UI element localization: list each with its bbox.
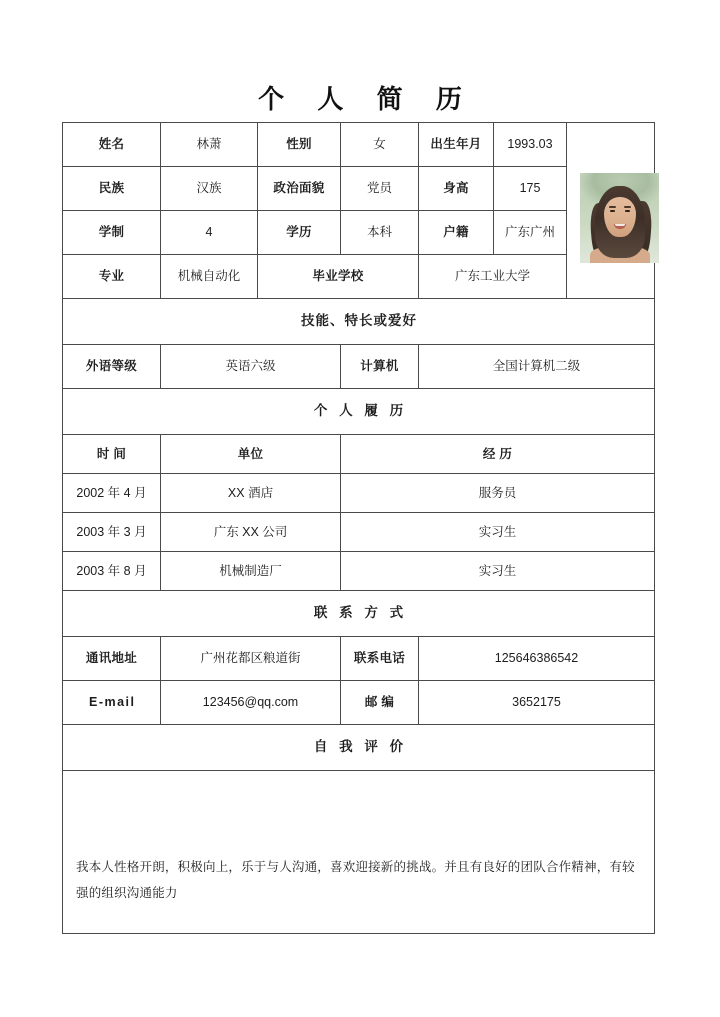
label-political-status: 政治面貌: [258, 167, 341, 211]
label-height: 身高: [419, 167, 494, 211]
value-computer: 全国计算机二级: [419, 345, 655, 389]
table-row: [63, 771, 655, 934]
label-school: 毕业学校: [258, 255, 419, 299]
column-header-experience: 经 历: [341, 435, 655, 474]
cell-time: 2003 年 8 月: [63, 552, 161, 591]
table-row: [63, 345, 655, 389]
cell-experience: 实习生: [341, 513, 655, 552]
experience-heading: 个 人 履 历: [63, 389, 655, 435]
value-study-years: 4: [161, 211, 258, 255]
label-education: 学历: [258, 211, 341, 255]
table-row: [63, 552, 655, 591]
table-row: [63, 637, 655, 681]
value-phone: 125646386542: [419, 637, 655, 681]
label-address: 通讯地址: [63, 637, 161, 681]
value-household: 广东广州: [494, 211, 567, 255]
section-header-evaluation: [63, 725, 655, 771]
label-ethnicity: 民族: [63, 167, 161, 211]
label-name: 姓名: [63, 123, 161, 167]
section-header-experience: [63, 389, 655, 435]
cell-time: 2002 年 4 月: [63, 474, 161, 513]
table-row: [63, 681, 655, 725]
label-birth-date: 出生年月: [419, 123, 494, 167]
label-gender: 性别: [258, 123, 341, 167]
avatar: [580, 173, 659, 263]
cell-unit: XX 酒店: [161, 474, 341, 513]
value-height: 175: [494, 167, 567, 211]
value-address: 广州花都区粮道街: [161, 637, 341, 681]
column-header-time: 时 间: [63, 435, 161, 474]
page-title: 个 人 简 历: [258, 84, 475, 114]
value-major: 机械自动化: [161, 255, 258, 299]
cell-time: 2003 年 3 月: [63, 513, 161, 552]
value-name: 林萧: [161, 123, 258, 167]
table-row: [63, 123, 655, 167]
value-gender: 女: [341, 123, 419, 167]
value-foreign-language: 英语六级: [161, 345, 341, 389]
section-header-skills: [63, 299, 655, 345]
value-ethnicity: 汉族: [161, 167, 258, 211]
label-major: 专业: [63, 255, 161, 299]
label-study-years: 学制: [63, 211, 161, 255]
value-education: 本科: [341, 211, 419, 255]
value-postcode: 3652175: [419, 681, 655, 725]
evaluation-heading: 自 我 评 价: [63, 725, 655, 771]
cell-unit: 广东 XX 公司: [161, 513, 341, 552]
section-header-contact: [63, 591, 655, 637]
table-row: [63, 474, 655, 513]
evaluation-body-cell: [63, 771, 655, 934]
column-header-unit: 单位: [161, 435, 341, 474]
contact-heading: 联 系 方 式: [63, 591, 655, 637]
value-birth-date: 1993.03: [494, 123, 567, 167]
table-header-row: [63, 435, 655, 474]
skills-heading: 技能、特长或爱好: [63, 299, 655, 345]
evaluation-body-text: 我本人性格开朗，积极向上，乐于与人沟通，喜欢迎接新的挑战。并且有良好的团队合作精神，有较强的组织沟通能力: [76, 859, 635, 900]
label-phone: 联系电话: [341, 637, 419, 681]
cell-experience: 服务员: [341, 474, 655, 513]
portrait-photo-icon: [580, 173, 659, 263]
value-school: 广东工业大学: [419, 255, 567, 299]
value-email: 123456@qq.com: [161, 681, 341, 725]
cell-unit: 机械制造厂: [161, 552, 341, 591]
label-computer: 计算机: [341, 345, 419, 389]
photo-cell: [567, 123, 655, 299]
table-row: [63, 513, 655, 552]
resume-table: [62, 122, 655, 934]
value-political-status: 党员: [341, 167, 419, 211]
cell-experience: 实习生: [341, 552, 655, 591]
label-email: E-mail: [63, 681, 161, 725]
label-postcode: 邮 编: [341, 681, 419, 725]
label-household: 户籍: [419, 211, 494, 255]
label-foreign-language: 外语等级: [63, 345, 161, 389]
